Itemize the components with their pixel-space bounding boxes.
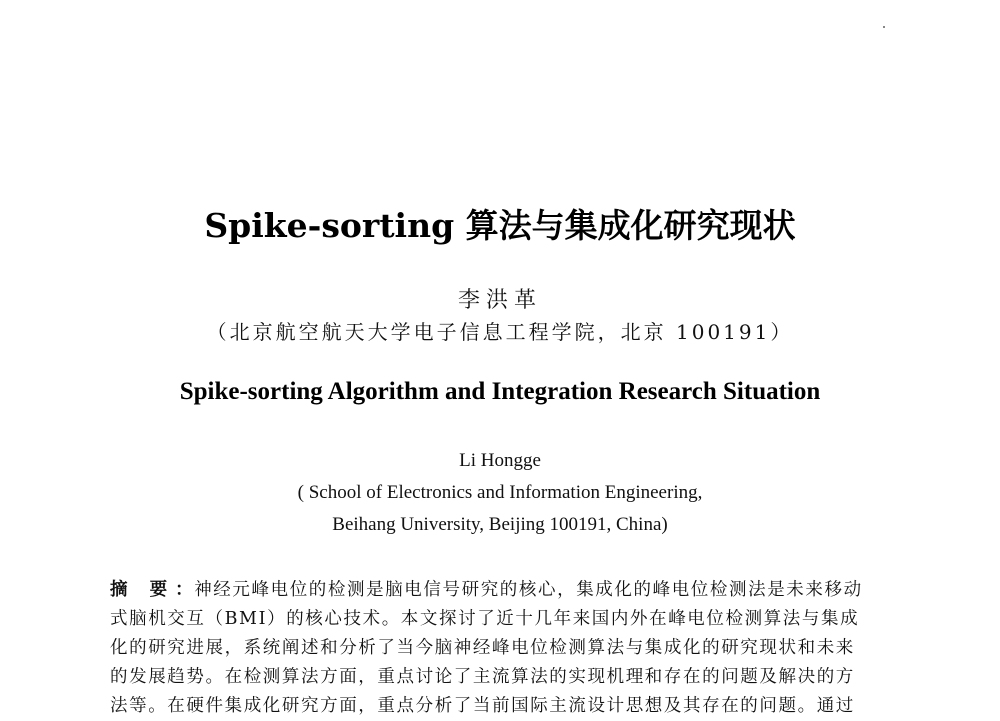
abstract-label: 摘 要 — [110, 580, 176, 600]
chinese-title: Spike-sorting 算法与集成化研究现状 — [204, 206, 796, 245]
chinese-affiliation: （北京航空航天大学电子信息工程学院，北京 100191） — [206, 320, 794, 344]
abstract-line-3: 化的研究进展，系统阐述和分析了当今脑神经峰电位检测算法与集成化的研究现状和未来 — [110, 638, 855, 658]
english-affiliation-line-2: Beihang University, Beijing 100191, China) — [332, 514, 668, 535]
english-title: Spike-sorting Algorithm and Integration Research Situation — [179, 378, 821, 405]
english-author: Li Hongge — [459, 450, 541, 471]
abstract-line-5: 法等。在硬件集成化研究方面，重点分析了当前国际主流设计思想及其存在的问题。通过 — [110, 696, 855, 716]
abstract-label-colon: ： — [175, 580, 195, 600]
abstract — [110, 576, 890, 721]
abstract-line-1 — [110, 576, 890, 605]
abstract-line-2: 式脑机交互（BMI）的核心技术。本文探讨了近十几年来国内外在峰电位检测算法与集成 — [110, 609, 860, 629]
scan-artifact — [883, 26, 885, 28]
english-affiliation-line-1: ( School of Electronics and Information Engineering, — [297, 482, 703, 503]
abstract-text: 神经元峰电位的检测是脑电信号研究的核心，集成化的峰电位检测法是未来移动 — [194, 580, 863, 600]
abstract-line-4: 的发展趋势。在检测算法方面，重点讨论了主流算法的实现机理和存在的问题及解决的方 — [110, 667, 855, 687]
chinese-author: 李洪革 — [457, 288, 542, 313]
